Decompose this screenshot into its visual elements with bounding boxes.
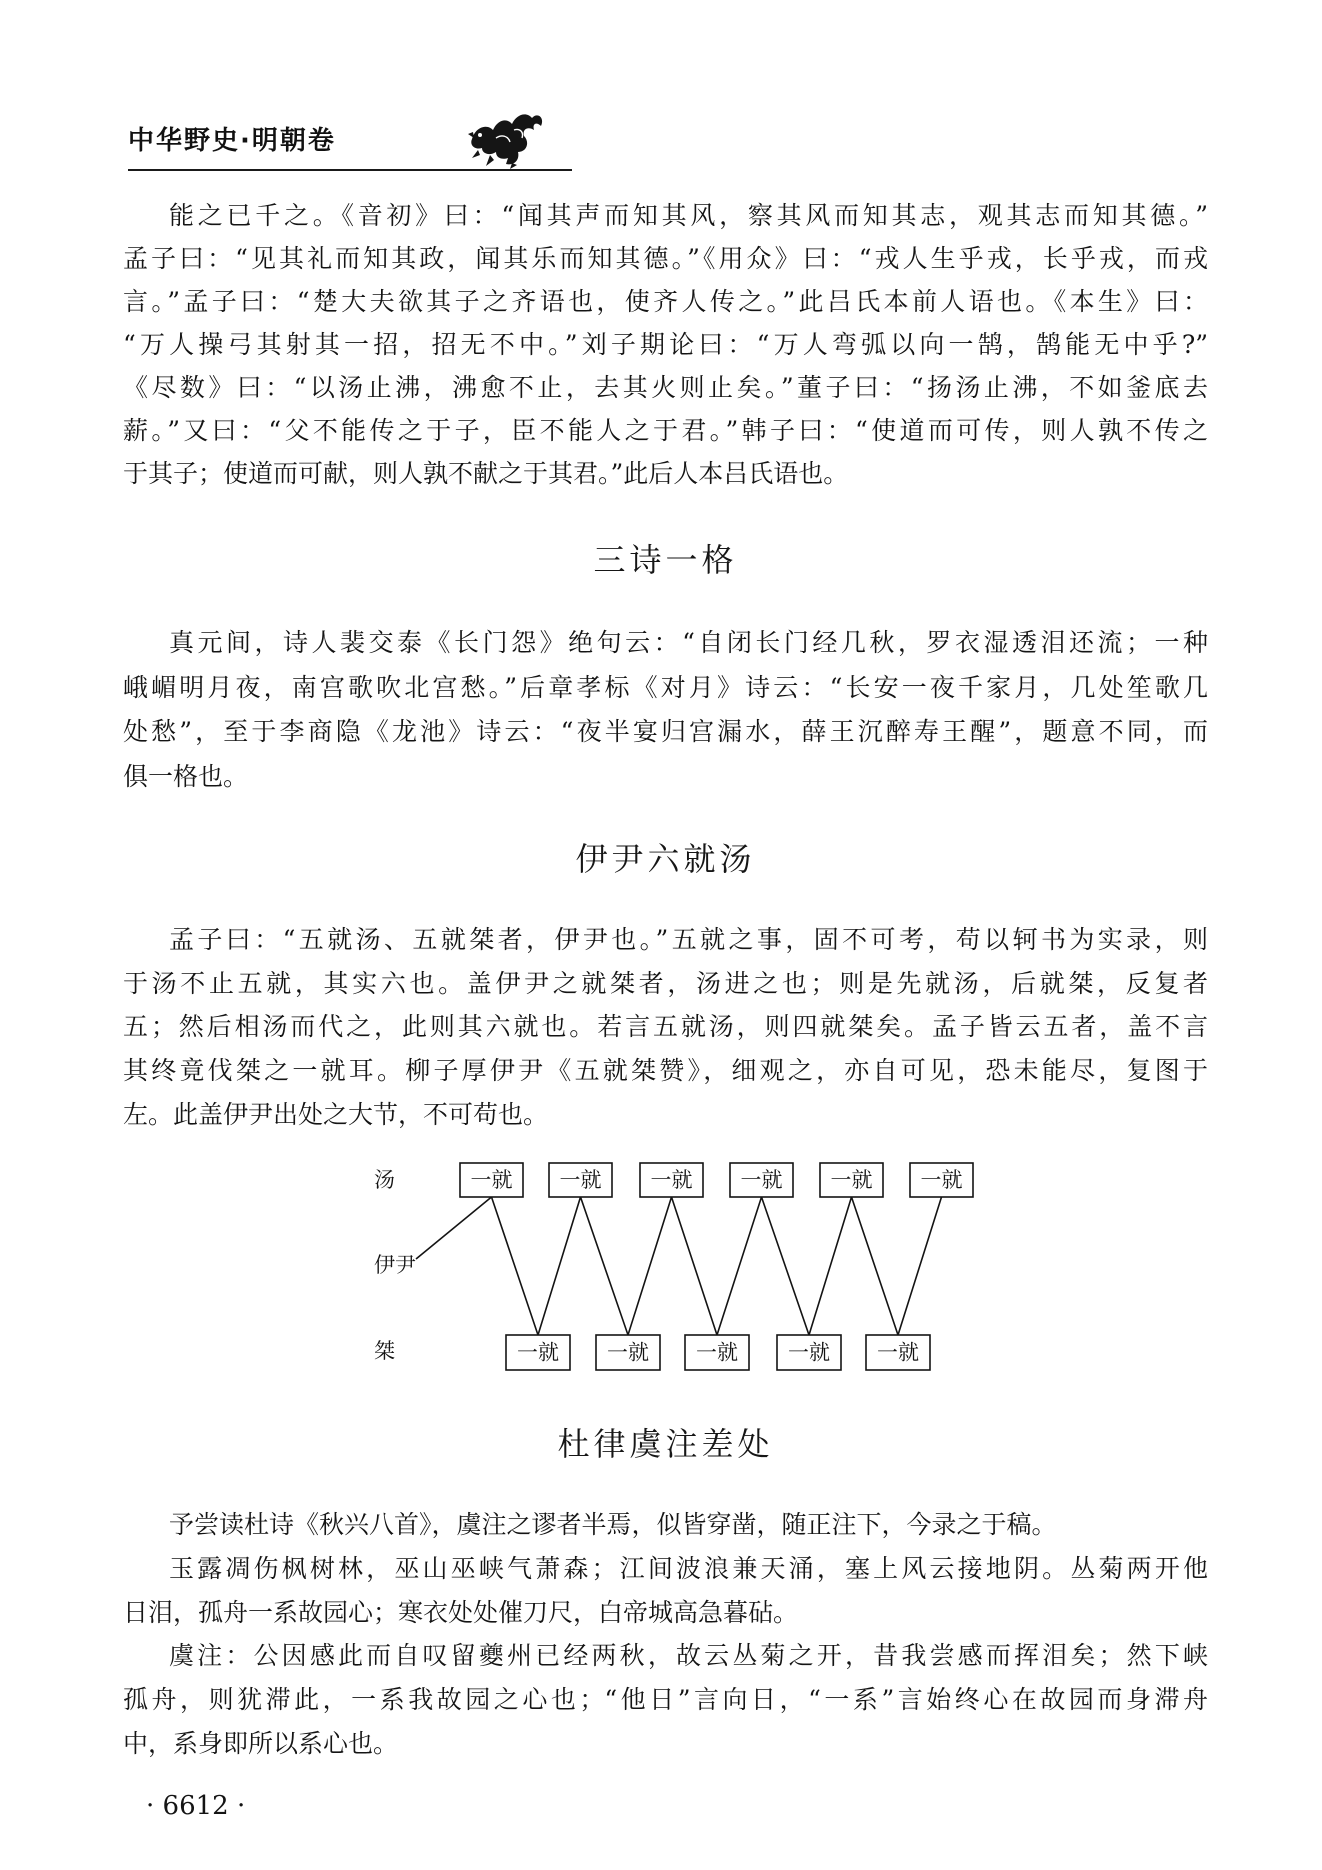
text-line: 《尽数》曰：“以汤止沸，沸愈不止，去其火则止矣。”董子曰：“扬汤止沸，不如釜底去 xyxy=(123,373,1208,402)
text-line: 能之已千之。《音初》曰：“闻其声而知其风，察其风而知其志，观其志而知其德。” xyxy=(169,201,1208,230)
text-line: 予尝读杜诗《秋兴八首》，虞注之谬者半焉，似皆穿凿，随正注下，今录之于稿。 xyxy=(169,1510,1057,1539)
box-label: 一就 xyxy=(607,1340,649,1365)
text-line: 真元间，诗人裴交泰《长门怨》绝句云：“自闭长门经几秋，罗衣湿透泪还流；一种 xyxy=(169,628,1208,657)
page-number: · 6612 · xyxy=(146,1791,246,1821)
box-label: 一就 xyxy=(650,1168,693,1192)
text-line: 于其子；使道而可献，则人孰不献之于其君。”此后人本吕氏语也。 xyxy=(123,459,849,488)
dragon-logo xyxy=(466,108,546,170)
tang-box xyxy=(549,1163,612,1197)
jie-box xyxy=(685,1335,749,1370)
text-line: 于汤不止五就，其实六也。盖伊尹之就桀者，汤进之也；则是先就汤，后就桀，反复者 xyxy=(123,968,1208,998)
text-line: 中，系身即所以系心也。 xyxy=(123,1728,399,1758)
intro-paragraph xyxy=(123,194,1208,495)
text-line: 孟子曰：“五就汤、五就桀者，伊尹也。”五就之事，固不可考，苟以轲书为实录，则 xyxy=(169,925,1208,954)
jie-box xyxy=(506,1335,570,1370)
text-line: 玉露凋伤枫树林，巫山巫峡气萧森；江间波浪兼天涌，塞上风云接地阴。丛菊两开他 xyxy=(169,1553,1208,1583)
text-line: 其终竟伐桀之一就耳。柳子厚伊尹《五就桀赞》，细观之，亦自可见，恐未能尽，复图于 xyxy=(123,1056,1208,1086)
tang-box xyxy=(820,1163,883,1197)
text-line: 孟子曰：“见其礼而知其政，闻其乐而知其德。”《用众》曰：“戎人生乎戎，长乎戎，而戎 xyxy=(123,244,1208,273)
text-line: 虞注：公因感此而自叹留夔州已经两秋，故云丛菊之开，昔我尝感而挥泪矣；然下峡 xyxy=(169,1641,1208,1671)
row-label-tang: 汤 xyxy=(374,1168,395,1192)
box-label: 一就 xyxy=(877,1340,919,1365)
text-line: 左。此盖伊尹出处之大节，不可苟也。 xyxy=(123,1099,549,1129)
row-label-yiyin: 伊尹 xyxy=(374,1253,416,1277)
box-label: 一就 xyxy=(920,1168,963,1192)
tang-box xyxy=(910,1163,973,1197)
section-paragraph xyxy=(123,621,1208,799)
row-label-jie: 桀 xyxy=(374,1339,395,1363)
section-title: 杜律虞注差处 xyxy=(557,1425,774,1463)
box-label: 一就 xyxy=(559,1168,602,1192)
tang-box xyxy=(730,1163,793,1197)
section-body xyxy=(123,1503,1208,1766)
jie-box xyxy=(596,1335,660,1370)
six-visits-diagram xyxy=(360,1150,980,1390)
text-line: 处愁”，至于李商隐《龙池》诗云：“夜半宴归宫漏水，薛王沉醉寿王醒”，题意不同，而 xyxy=(123,717,1208,746)
box-label: 一就 xyxy=(740,1168,783,1192)
box-label: 一就 xyxy=(696,1340,738,1365)
tang-box xyxy=(640,1163,703,1197)
jie-box xyxy=(866,1335,930,1370)
text-line: 俱一格也。 xyxy=(123,761,249,791)
text-line: “万人操弓其射其一招，招无不中。”刘子期论曰：“万人弯弧以向一鹄，鹄能无中乎?” xyxy=(123,330,1208,359)
box-label: 一就 xyxy=(830,1168,873,1192)
box-label: 一就 xyxy=(470,1168,513,1192)
text-line: 言。”孟子曰：“楚大夫欲其子之齐语也，使齐人传之。”此吕氏本前人语也。《本生》曰： xyxy=(123,287,1208,316)
yiyin-connector xyxy=(416,1197,492,1259)
box-label: 一就 xyxy=(788,1340,830,1365)
box-label: 一就 xyxy=(517,1340,559,1365)
section-title: 伊尹六就汤 xyxy=(575,840,756,878)
text-line: 峨嵋明月夜，南宫歌吹北宫愁。”后章孝标《对月》诗云：“长安一夜千家月，几处笙歌几 xyxy=(123,672,1208,702)
section-title: 三诗一格 xyxy=(593,541,738,579)
text-line: 日泪，孤舟一系故园心；寒衣处处催刀尺，白帝城高急暮砧。 xyxy=(123,1597,799,1627)
section-paragraph xyxy=(123,918,1208,1136)
zigzag-path xyxy=(492,1197,942,1335)
running-head-title: 中华野史·明朝卷 xyxy=(128,126,336,156)
text-line: 孤舟，则犹滞此，一系我故园之心也；“他日”言向日，“一系”言始终心在故园而身滞舟 xyxy=(123,1685,1208,1715)
header-rule xyxy=(128,169,572,171)
jie-box xyxy=(777,1335,841,1370)
text-line: 五；然后相汤而代之，此则其六就也。若言五就汤，则四就桀矣。孟子皆云五者，盖不言 xyxy=(123,1012,1208,1042)
text-line: 薪。”又曰：“父不能传之于子，臣不能人之于君。”韩子曰：“使道而可传，则人孰不传之 xyxy=(123,416,1208,445)
tang-box xyxy=(460,1163,523,1197)
